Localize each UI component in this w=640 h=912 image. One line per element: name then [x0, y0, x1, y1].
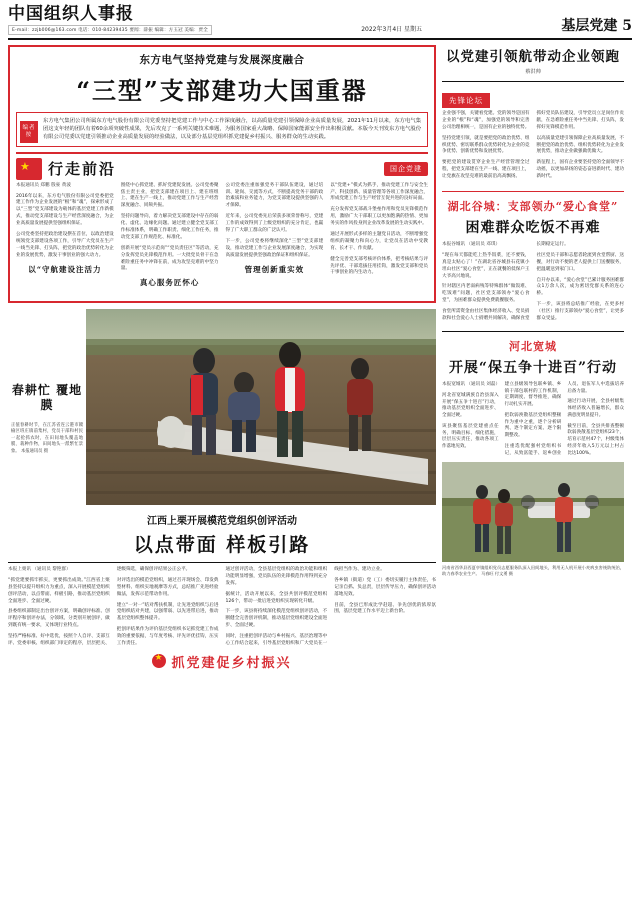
side-photo-block	[442, 462, 624, 578]
column-brand	[16, 158, 428, 180]
jiangxi-body	[8, 567, 436, 648]
top-story-body	[16, 183, 428, 289]
top-story-kicker: 东方电气坚持党建与发展深度融合	[139, 54, 305, 66]
top-story-lead	[16, 112, 428, 147]
subheading: 以“守航建设注活力	[28, 264, 102, 274]
divider	[16, 152, 428, 154]
byline: 本报宽城讯 （通讯员 刘磊）	[442, 381, 501, 387]
paragraph: 企业强不强，关键看党建。党的领导是国有企业的“根”和“魂”，加强党的领导和完善公司治理相统一，是国有企业的独特优势。	[442, 111, 530, 130]
paragraph: 据统计，活动开展以来，全县共创评模范党组织126个，带动一批后进党组织实现转化升级。	[225, 591, 328, 604]
paragraph: 同时，注重把创评活动与乡村振兴、基层治理等中心工作结合起来，引导基层党组织和广大党员在一线担当作为、建功立业。	[225, 567, 385, 647]
top-story-box	[8, 45, 436, 303]
paragraph: 公司党委坚持把政治建设摆在首位，以政治建设统领党支部建设各项工作，引导广大党员在生产一线当先锋、打头阵，把党的政治优势转化为企业的发展优势，激发干事创业的强大动力。	[16, 231, 114, 258]
paragraph: 建立县级领导包联乡镇、乡镇干部包联村的工作机制，定期调度、督导推进，确保行动扎实开展。	[504, 381, 562, 408]
byline: 本报上栗讯 （通讯员 黎艳群）	[8, 567, 71, 572]
side-article2-body	[442, 242, 624, 325]
party-star-icon	[152, 654, 166, 668]
main-column	[8, 45, 436, 671]
paragraph: 坚持严格标准、好中选优，按照个人自评、支部互评、党委审核、组织部门审定的程序，层层把关、逐级筛选，确保创评结果公正公平。	[8, 567, 191, 647]
side-article3-kicker: 河北宽城	[509, 339, 557, 353]
side-article2-title: 困难群众吃饭不再难	[465, 220, 601, 237]
paragraph: 县委组织部制定出台创评方案，明确创评标准、创评程序和创评办法，分领域、分类别开展创评，做到既有统一要求，又体现行业特点。	[8, 609, 110, 629]
paragraph: 坚持党建引领，就是要把党的政治优势、组织优势、密切联系群众优势转化为企业的竞争优势、创新优势和发展优势。	[442, 135, 530, 155]
paragraph: 下一步，该县将总结推广经验，在更多村（社区）推行支部领办“爱心食堂”，让更多群众受益。	[536, 302, 624, 322]
editor-note-tag: 编者按	[20, 121, 38, 143]
forum-tag: 先锋论坛	[442, 93, 490, 108]
paragraph: 下一步，该县将持续深化模范党组织创评活动，不断健全完善创评机制，推动基层党组织建设全面进步、全面过硬。	[225, 609, 328, 629]
lead-text: 东方电气集团公司所属东方电气股份有限公司党委坚持把党建工作与中心工作深度融合，以高质量党建引领保障企业高质量发展，2021年11月以来，东方电气集团这支年轻的团队有着60余项突破性成果，先后攻克了一系列关键技术难题，为服务国家重大战略、保障国家能源安全作出积极贡献。本版今天刊发东方电气股份有限公司党委以党建引领推动企业高质量发展的经验做法，以及部分基层党组织抓党建促乡村振兴、服务群众的生动实践。	[43, 118, 421, 141]
photo-caption-title: 春耕忙 覆地膜	[11, 383, 83, 412]
paragraph: 创新开展“党员示范岗”“党员责任区”等活动，充分发挥党员先锋模范作用。一大批党员骨干在急难险重任务中冲锋在前，成为攻坚克难的中坚力量。	[120, 245, 219, 272]
divider	[442, 331, 624, 332]
side-article1-body	[442, 111, 624, 185]
byline: 本报通讯员 郑鹏 殷豪 黄波	[16, 182, 71, 188]
subheading: 管理创新重实效	[244, 264, 305, 274]
paragraph: 健全完善党支部考核评价体系，把考核结果与评先评优、干部选拔任用挂钩，激发党支部和党员干事创业的内生动力。	[330, 256, 428, 276]
paragraph: 自开办以来，“爱心食堂”已累计服务困难群众1万余人次，成为密切党群关系的连心桥。	[536, 277, 624, 297]
subheading: 真心服务匠怀心	[139, 278, 200, 288]
section-label: 基层党建 5	[561, 18, 632, 34]
paragraph: 充分发挥党支部战斗堡垒作用和党员先锋模范作用，激励广大干部职工以更加饱满的热情、更加务实的作风投身到企业改革发展的生动实践中。	[330, 207, 428, 227]
paragraph: 围绕中心抓党建、抓好党建促发展。公司党委聚焦主责主业，把党支部建在项目上、建在班组上、建在生产一线上，推动党建工作与生产经营深度融合、同频共振。	[120, 182, 219, 209]
side-article3-body	[442, 382, 624, 458]
paragraph: “抓党建要抓牢抓实，更要抓出成效。”江西省上栗县坚持以提升组织力为重点，深入开展模范党组织创评活动，以点带面、样板引路，推动基层党组织全面进步、全面过硬。	[8, 577, 110, 604]
slogan-banner	[8, 652, 436, 671]
side-article1-author: 蔡洪帅	[525, 69, 541, 75]
paragraph: 目前，全县已形成比学赶超、争先创优的浓厚氛围，基层党建工作水平迈上新台阶。	[334, 602, 436, 615]
paragraph: 通过创评活动，全县基层党组织的政治功能和组织功能明显增强，党员队伍的先锋模范作用得到充分发挥。	[225, 567, 328, 586]
paragraph: 2016年以来，东方电气股份有限公司党委把党建工作作为企业发展的“根”和“魂”，探索形成了以“三型”党支部建设为载体的基层党建工作新模式，推动党支部建设与生产经营深度融合，为企业高质量发展提供坚强组织保证。	[16, 193, 114, 227]
divider	[442, 191, 624, 192]
photo-caption	[8, 309, 86, 505]
paragraph: 近年来，公司党委先后荣获多项荣誉称号，党建工作的成效得到了上级党组织的充分肯定，也赢得了广大职工群众的广泛认可。	[225, 214, 324, 233]
masthead-contact: E-mail：zzjb006@163.com 电话：010-84239435 要闻：薛振 编辑：方玉冠 美编：贾全	[8, 25, 212, 35]
jiangxi-headline: 以点带面 样板引路	[133, 534, 311, 556]
paragraph: 把创评结果作为评价基层党组织书记抓党建工作成效的重要依据，与年度考核、评先评优挂钩，压实工作责任。	[116, 627, 219, 647]
side-article1-title: 以党建引领航带动企业领跑	[446, 49, 620, 65]
column-brand-title: 行走前沿	[48, 160, 117, 179]
paragraph: 以“党建+”模式为抓手，推动党建工作与安全生产、科技创新、质量管理等各项工作深度融合，形成党建工作与生产经营互促共进的良好局面。	[330, 182, 428, 202]
photo-caption-body: 正值春耕时节，在江苏省连云港市赣榆区班庄镇前集村，党员干部和村民一起抢抓农时，在田间地头覆盖地膜、栽种作物，田间地头一派繁忙景象。 本报通讯员 摄	[11, 423, 83, 454]
paragraph: 建立“一对一”结对帮扶机制，让先进党组织与后进党组织结对共建，以强带弱、以先进带后进，推动基层党组织整体提升。	[116, 602, 219, 622]
page-columns	[8, 45, 632, 671]
paragraph: 社区党员干部和志愿者轮流到食堂帮厨、送餐，对行动不便的老人提供上门送餐服务，把温暖送到家门口。	[536, 252, 624, 272]
paragraph: 截至目前，全县共排查整顿软弱涣散基层党组织23个，培育示范村47个，村级集体经济年收入5万元以上村占比达100%。	[567, 423, 624, 456]
paragraph: “现在每天都能吃上热乎饭菜，还不要钱，真是太贴心了！”在湖北省谷城县石花镇小坦山社区“爱心食堂”，正在就餐的低保户王大爷高兴地说。	[442, 252, 530, 279]
paragraph: 注重选优配强村党组织书记，从致富能手、返乡创业人员、退伍军人中选拔培养后备力量。	[504, 381, 624, 456]
byline: 本报谷城讯 （通讯员 邓琪）	[442, 242, 501, 248]
party-emblem-icon	[16, 158, 42, 180]
side-article3-title: 开展“保五争十进百”行动	[448, 359, 618, 376]
masthead-left	[8, 6, 212, 35]
top-story-headline: “三型”支部建功大国重器	[76, 76, 368, 105]
paragraph: 以高质量党建引领保障企业高质量发展，不断把党的政治优势、组织优势转化为企业发展优势，推动企业做强做优做大。	[536, 135, 624, 155]
slogan-text: 抓党建促乡村振兴	[171, 655, 292, 671]
drone-spraying-photo	[442, 462, 624, 562]
divider	[442, 81, 624, 82]
paragraph: 针对辖区内老弱病残等特殊群体“做饭难、吃饭难”问题，社区党支部领办“爱心食堂”，为困难群众提供免费就餐服务。	[442, 284, 530, 304]
side-article2-kicker: 湖北谷城：支部领办“爱心食堂”	[447, 200, 619, 214]
paragraph: 公司党委注重加强党务干部队伍建设，通过培训、轮岗、交流等方式，不断提高党务干部的政治素质和业务能力，为党支部建设提供坚强的人才保障。	[225, 182, 324, 209]
masthead-date: 2022年3月4日 星期五	[361, 26, 423, 33]
masthead	[8, 6, 632, 40]
paragraph: 下一步，公司党委将继续深化“三型”党支部建设，推动党建工作与企业发展深度融合，为实现高质量发展提供坚强政治保证和组织保证。	[225, 238, 324, 258]
paragraph: 抓好党员队伍建设，引导党员立足岗位作贡献，在急难险重任务中当先锋、打头阵，发挥好先锋模范作用。	[536, 111, 624, 130]
paragraph: 对评选出的模范党组织，通过召开现场会、印发典型材料、组织实地观摩等方式，总结推广先进经验做法，发挥示范带动作用。	[116, 577, 219, 597]
paragraph: 坚持问题导向，着力解决党支部建设中存在的弱化、虚化、边缘化问题。通过建立健全党支部工作标准体系，明确工作职责、细化工作任务，推动党支部工作规范化、标准化。	[120, 214, 219, 240]
paragraph: 通过开展形式多样的主题党日活动，不断增强党组织的凝聚力和向心力，让党员在活动中受教育、长才干、作贡献。	[330, 231, 428, 251]
jiangxi-kicker: 江西上栗开展模范党组织创评活动	[147, 516, 297, 527]
newspaper-title: 中国组织人事报	[8, 4, 134, 24]
paragraph: 河北省宽城满族自治县深入开展“保五争十进百”行动，推动基层党组织全面进步、全面过硬。	[442, 392, 499, 419]
side-column	[442, 45, 624, 671]
paragraph: 该县聚焦基层党建重点任务，明确目标、细化措施，层层压实责任，推动各项工作落地见效。	[442, 423, 499, 450]
paragraph: 把软弱涣散基层党组织整顿作为重中之重，逐个分析研判、逐个制定方案、逐个限期整改。	[504, 412, 562, 439]
side-photo-caption: 河南省西华县西夏亭镇组织党员志愿服务队深入田间地头，利用无人机开展小麦病虫害统防统治，助力春季农业生产。 马春旺 付文勇 摄	[442, 564, 624, 577]
paragraph: 要把党的建设贯穿企业生产经营管理全过程，把党支部建在生产一线、建在项目上，让党旗在攻坚克难的最前沿高高飘扬。	[442, 160, 530, 180]
paragraph: 食堂所需资金由社区集体经济收入、党员捐款和社会爱心人士捐赠共同解决，确保食堂长期稳定运行。	[442, 242, 569, 322]
main-photo-block	[8, 309, 436, 505]
paragraph: 通过行动开展，全县村级集体经济收入普遍增长，群众满意度明显提升。	[567, 399, 624, 418]
divider	[8, 562, 436, 563]
column-brand-badge: 国企党建	[384, 162, 428, 176]
paragraph: 新征程上，国有企业要坚持党的全面领导不动摇，以更加昂扬的姿态奋进新时代、建功新时代。	[536, 160, 624, 180]
paragraph: 各乡镇（街道）党（工）委切实履行主体责任，书记亲自抓、负总责，层层传导压力，确保创评活动落地见效。	[334, 577, 436, 597]
